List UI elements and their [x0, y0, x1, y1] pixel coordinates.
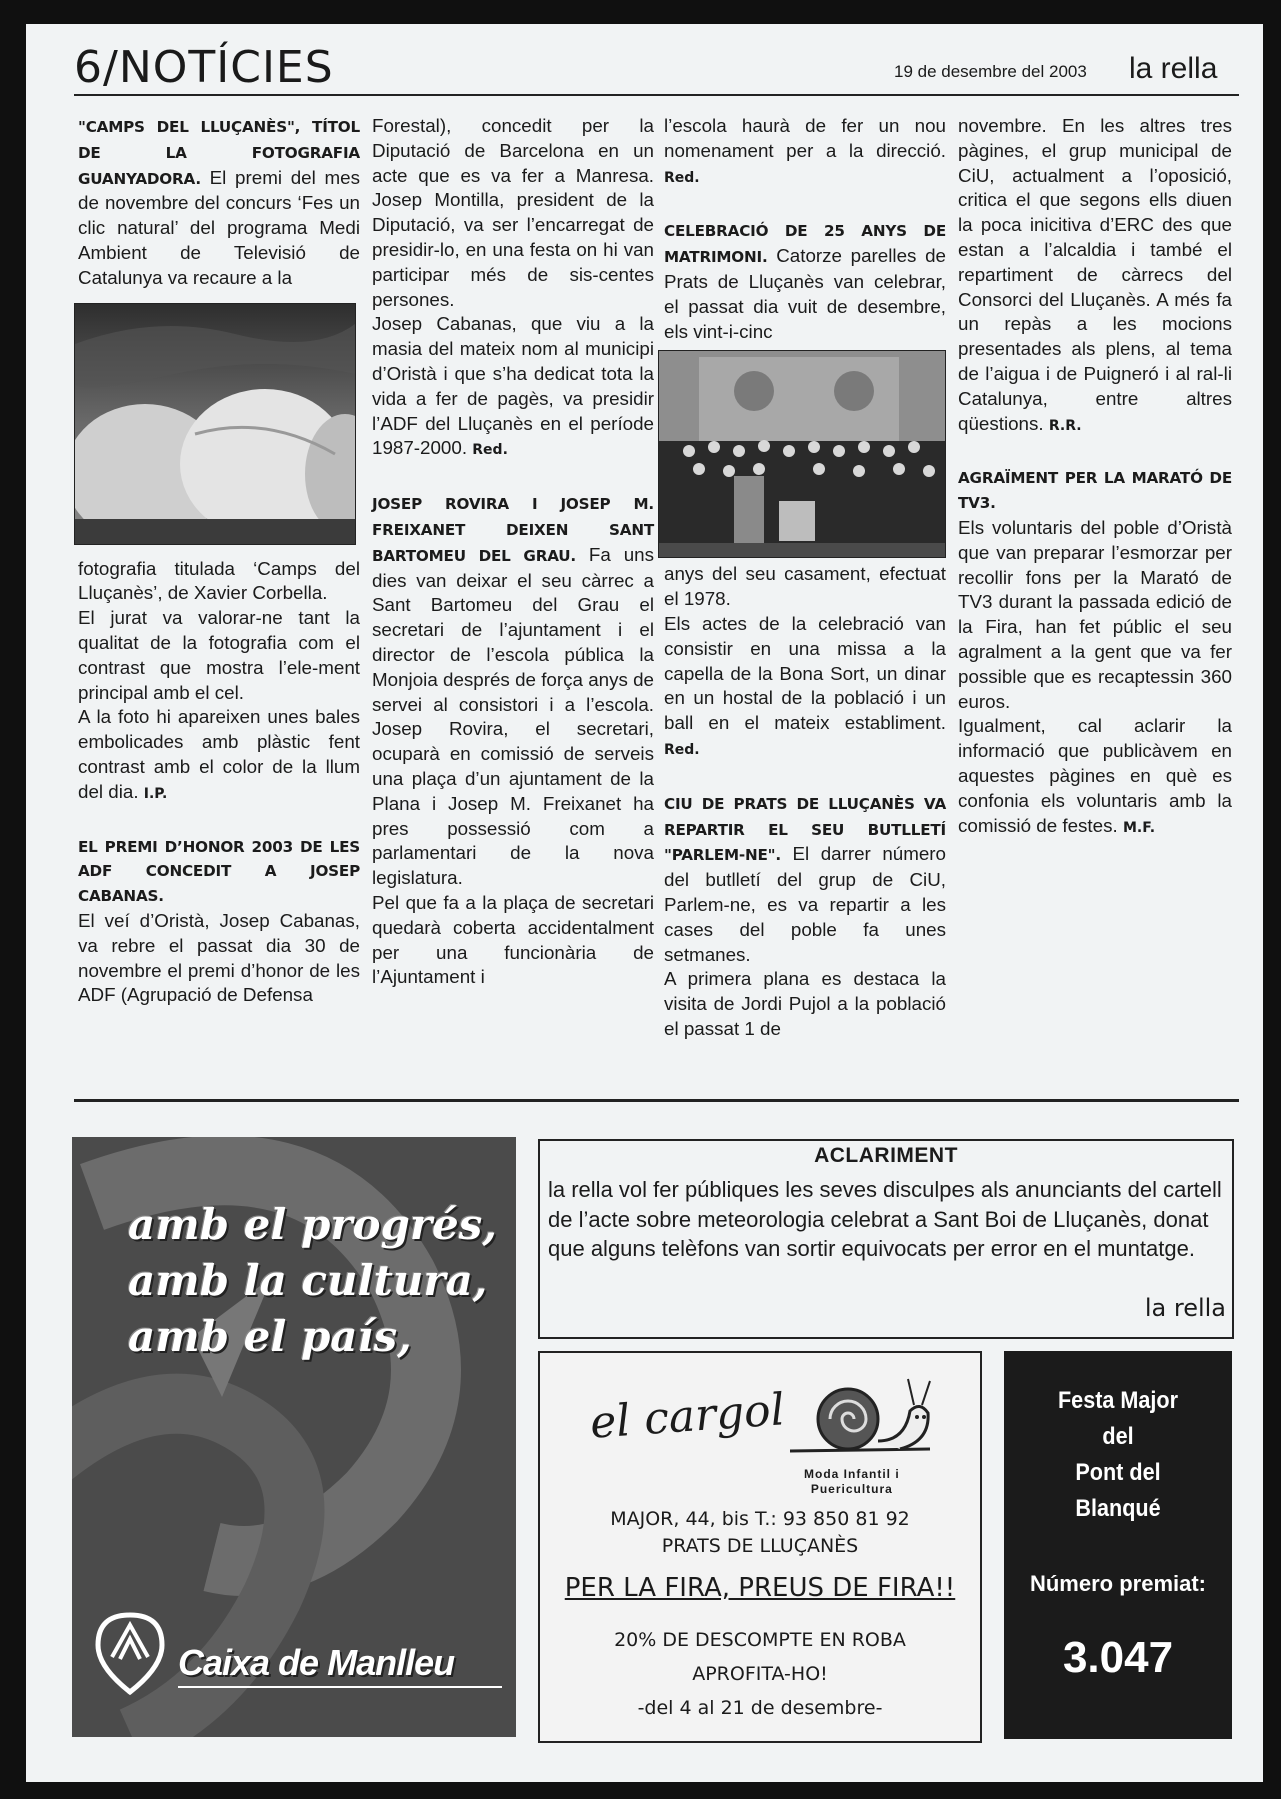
photo-celebracio	[658, 350, 946, 558]
brand-underline	[178, 1686, 502, 1688]
cargol-address: MAJOR, 44, bis T.: 93 850 81 92	[610, 1508, 910, 1530]
issue-date: 19 de desembre del 2003	[894, 62, 1087, 81]
notice-title: ACLARIMENT	[814, 1144, 958, 1167]
camps-lead: El premi del mes de novembre del concurs ‘Fes un clic natural’ del programa Medi Ambient de Televisió de Catalunya va recaure a la	[78, 166, 360, 288]
snail-icon	[790, 1371, 950, 1461]
celebracio-p1b: anys del seu casament, efectuat el 1978.	[664, 563, 946, 610]
cargol-dates: -del 4 al 21 de desembre-	[637, 1697, 883, 1719]
cargol-town: PRATS DE LLUÇANÈS	[661, 1535, 859, 1557]
section-title: 6/NOTÍCIES	[74, 42, 334, 93]
caixa-logo-icon	[90, 1607, 170, 1697]
headline-premi: EL PREMI D’HONOR 2003 DE LES ADF CONCEDIT A JOSEP CABANAS.	[78, 837, 360, 906]
headline-marato: AGRAÏMENT PER LA MARATÓ DE TV3.	[958, 469, 1232, 513]
column-4	[958, 114, 1232, 840]
column-3	[664, 114, 946, 1042]
rovira-signature: Red.	[664, 169, 700, 186]
ad-caixa-brand: Caixa de Manlleu	[178, 1642, 455, 1683]
cargol-subtitle	[804, 1467, 900, 1497]
festa-number-label: Número premiat:	[1029, 1571, 1207, 1596]
festa-line-2: del	[1102, 1423, 1134, 1450]
subtitle-line-2: Puericultura	[810, 1482, 893, 1496]
celebracio-p1: Catorze parelles de Prats de Lluçanès van celebrar, el passat dia vuit de desembre, els vint-i-cinc	[664, 245, 946, 342]
marato-p2: Igualment, cal aclarir la informació que publicàvem en aquestes pàgines en què es confonia els voluntaris amb la comissió de festes.	[958, 715, 1232, 836]
column-2	[372, 114, 654, 990]
cargol-cta: APROFITA-HO!	[692, 1663, 828, 1685]
headline-camps: "CAMPS DEL LLUÇANÈS", TÍTOL DE LA FOTOGRAFIA GUANYADORA.	[78, 118, 360, 188]
rovira-p2b: l’escola haurà de fer un nou nomenament per a la direcció.	[664, 115, 946, 161]
marato-signature: M.F.	[1122, 819, 1156, 836]
camps-signature: I.P.	[143, 785, 168, 802]
paper-name: la rella	[1129, 52, 1218, 85]
celebracio-p2: Els actes de la celebració van consistir en una missa a la capella de la Bona Sort, un dinar en un hostal de la població i un ball en el mateix establiment.	[664, 612, 946, 734]
festa-title	[1015, 1383, 1220, 1527]
ad-caixa-manlleu	[72, 1137, 516, 1737]
photo-camps	[74, 303, 356, 545]
column-1	[78, 114, 360, 1008]
ciu-p2b: novembre. En les altres tres pàgines, el grup municipal de CiU, actualment a l’oposició, critica el que segons ells diuen la poca inicitiva d’ERC des que estan a l’alcaldia i també el repartiment de càrrecs del Consorci del Lluçanès. A més fa un repàs a les mocions presentades als plens, al tema de l’aigua i de Puigneró i al ral-li Catalunya, entre altres qüestions.	[958, 115, 1232, 434]
subtitle-line-1: Moda Infantil i	[804, 1467, 900, 1481]
festa-line-1: Festa Major	[1057, 1387, 1179, 1414]
slogan-line-1: amb el progrés,	[128, 1200, 497, 1249]
ciu-signature: R.R.	[1048, 417, 1082, 434]
headline-rovira: JOSEP ROVIRA I JOSEP M. FREIXANET DEIXEN SANT BARTOMEU DEL GRAU.	[372, 495, 654, 565]
camps-p3: A la foto hi apareixen unes bales embolicades amb plàstic fent contrast amb el color de la llum del dia.	[78, 706, 360, 802]
rovira-p2: Pel que fa a la plaça de secretari quedarà coberta accidentalment per una funcionària de l’Ajuntament i	[372, 891, 654, 988]
premi-p2: Josep Cabanas, que viu a la masia del mateix nom al municipi d’Oristà i que s’ha dedicat tota la vida a fer de pagès, va presidir l’ADF del Lluçanès en el període 1987-2000.	[372, 313, 654, 459]
cargol-slogan: PER LA FIRA, PREUS DE FIRA!!	[564, 1573, 956, 1603]
ad-el-cargol	[538, 1351, 982, 1743]
camps-p2: El jurat va valorar-ne tant la qualitat de la fotografia com el contrast que mostra l’ele-ment principal amb el cel.	[78, 607, 360, 703]
celebracio-signature: Red.	[664, 741, 700, 758]
camps-cont: fotografia titulada ‘Camps del Lluçanès’, de Xavier Corbella.	[78, 557, 360, 604]
notice-aclariment	[538, 1139, 1234, 1339]
ads-divider	[74, 1099, 1239, 1102]
premi-signature: Red.	[472, 442, 508, 459]
marato-p1: Els voluntaris del poble d’Oristà que van preparar l’esmorzar per recollir fons per la Marató de TV3 durant la passada edició de la Fira, han fet públic el seu agralment a la gent que va fer possible que es recaptessin 360 euros.	[958, 516, 1232, 712]
slogan-line-2: amb la cultura,	[128, 1256, 488, 1305]
festa-winning-number: 3.047	[1062, 1633, 1174, 1682]
premi-p1: El veí d’Oristà, Josep Cabanas, va rebre el passat dia 30 de novembre el premi d’honor de les ADF (Agrupació de Defensa	[78, 909, 360, 1006]
notice-signature: la rella	[1144, 1294, 1226, 1322]
ciu-p1: El darrer número del butlletí del grup de CiU, Parlem-ne, es va repartir a les cases del poble fa unes setmanes.	[664, 843, 946, 965]
premi-p1b: Forestal), concedit per la Diputació de Barcelona en un acte que es va fer a Manresa. Josep Montilla, president de la Diputació, va ser l’encarregat de presidir-lo, en una festa on hi van participar més de sis-centes persones.	[372, 115, 654, 310]
ad-festa-major	[1004, 1351, 1232, 1739]
newspaper-page	[26, 24, 1263, 1782]
rovira-p1: Fa uns dies van deixar el seu càrrec a Sant Bartomeu del Grau el secretari de l’ajuntament i el director de l’escola pública la Monjoia després de força anys de servei al consistori i a l’escola. Josep Rovira, el secretari, ocuparà en comissió de serveis una plaça d’un ajuntament de la Plana i Josep M. Freixanet ha pres possessió com a parlamentari de la nova legislatura.	[372, 543, 654, 889]
ad-caixa-slogan	[128, 1197, 497, 1365]
ciu-p2: A primera plana es destaca la visita de Jordi Pujol a la població el passat 1 de	[664, 968, 946, 1039]
cargol-offer: 20% DE DESCOMPTE EN ROBA	[614, 1629, 906, 1651]
header-rule	[74, 94, 1239, 96]
headline-celebracio: CELEBRACIÓ DE 25 ANYS DE MATRIMONI.	[664, 222, 946, 267]
cargol-logo: el cargol	[588, 1384, 787, 1449]
festa-line-3: Pont del	[1075, 1459, 1161, 1486]
notice-body: la rella vol fer públiques les seves disculpes als anunciants del cartell de l’acte sobre meteorologia celebrat a Sant Boi de Lluçanès, donat que alguns telèfons van sortir equivocats per error en el muntatge.	[548, 1177, 1222, 1261]
festa-line-4: Blanqué	[1075, 1495, 1161, 1522]
headline-ciu: CIU DE PRATS DE LLUÇANÈS VA REPARTIR EL SEU BUTLLETÍ "PARLEM-NE".	[664, 794, 946, 865]
slogan-line-3: amb el país,	[128, 1312, 412, 1361]
